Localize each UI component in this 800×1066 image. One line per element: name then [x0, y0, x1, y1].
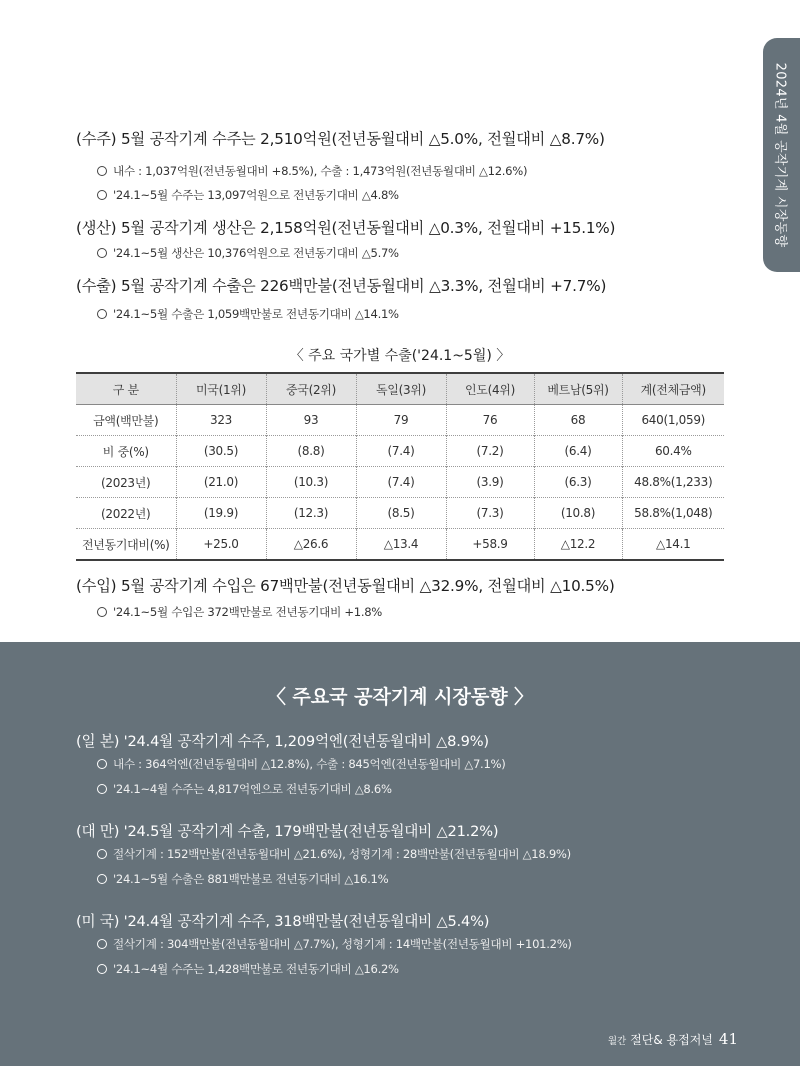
table-cell: (6.3): [534, 467, 622, 498]
table-cell: (7.3): [446, 498, 534, 529]
table-cell: 76: [446, 405, 534, 436]
circle-bullet-icon: [97, 607, 107, 617]
table-row: [76, 405, 724, 436]
bullet-production-1: '24.1~5월 생산은 10,376억원으로 전년동기대비 △5.7%: [97, 245, 399, 261]
section-head-import: (수입) 5월 공작기계 수입은 67백만불(전년동월대비 △32.9%, 전월대비 △10.5%): [76, 577, 615, 595]
market-bullet-japan-1: 내수 : 364억엔(전년동월대비 △12.8%), 수출 : 845억엔(전년동월대비 △7.1%): [97, 756, 505, 772]
circle-bullet-icon: [97, 939, 107, 949]
table-row: [76, 529, 724, 561]
table-cell: (30.5): [176, 436, 266, 467]
circle-bullet-icon: [97, 309, 107, 319]
bullet-export-1: '24.1~5월 수출은 1,059백만불로 전년동기대비 △14.1%: [97, 306, 399, 322]
table-header: 구 분: [76, 373, 176, 405]
circle-bullet-icon: [97, 248, 107, 258]
bullet-orders-1: 내수 : 1,037억원(전년동월대비 +8.5%), 수출 : 1,473억원(전년동월대비 △12.6%): [97, 163, 527, 179]
market-trend-panel: [0, 642, 800, 1066]
table-cell: 48.8%(1,233): [622, 467, 724, 498]
section-head-orders: (수주) 5월 공작기계 수주는 2,510억원(전년동월대비 △5.0%, 전월대비 △8.7%): [76, 130, 605, 148]
footer-journal-name: 절단& 용접저널: [630, 1033, 713, 1047]
table-cell: 58.8%(1,048): [622, 498, 724, 529]
table-header: 독일(3위): [356, 373, 446, 405]
table-title: 〈 주요 국가별 수출('24.1~5월) 〉: [289, 348, 511, 364]
table-cell: 79: [356, 405, 446, 436]
table-row: [76, 436, 724, 467]
table-cell: △12.2: [534, 529, 622, 561]
table-header-row: [76, 373, 724, 405]
table-cell: (12.3): [266, 498, 356, 529]
footer-label-small: 월간: [607, 1036, 627, 1047]
table-cell: 323: [176, 405, 266, 436]
market-bullet-usa-1: 절삭기계 : 304백만불(전년동월대비 △7.7%), 성형기계 : 14백만불(전년동월대비 +101.2%): [97, 936, 572, 952]
table-cell: 전년동기대비(%): [76, 529, 176, 561]
table-cell: +58.9: [446, 529, 534, 561]
table-cell: (21.0): [176, 467, 266, 498]
circle-bullet-icon: [97, 874, 107, 884]
market-bullet-taiwan-2: '24.1~5월 수출은 881백만불로 전년동기대비 △16.1%: [97, 871, 388, 887]
side-tab: [763, 38, 800, 272]
table-cell: 금액(백만불): [76, 405, 176, 436]
market-bullet-taiwan-1: 절삭기계 : 152백만불(전년동월대비 △21.6%), 성형기계 : 28백만불(전년동월대비 △18.9%): [97, 846, 571, 862]
table-cell: 비 중(%): [76, 436, 176, 467]
table-header: 미국(1위): [176, 373, 266, 405]
table-cell: (3.9): [446, 467, 534, 498]
section-head-export: (수출) 5월 공작기계 수출은 226백만불(전년동월대비 △3.3%, 전월대비 +7.7%): [76, 277, 607, 295]
table-cell: (7.4): [356, 436, 446, 467]
circle-bullet-icon: [97, 166, 107, 176]
table-cell: (19.9): [176, 498, 266, 529]
table-cell: (2022년): [76, 498, 176, 529]
market-head-usa: (미 국) '24.4월 공작기계 수주, 318백만불(전년동월대비 △5.4%): [76, 913, 490, 930]
circle-bullet-icon: [97, 759, 107, 769]
table-cell: △13.4: [356, 529, 446, 561]
table-header: 인도(4위): [446, 373, 534, 405]
circle-bullet-icon: [97, 190, 107, 200]
circle-bullet-icon: [97, 964, 107, 974]
table-cell: (7.2): [446, 436, 534, 467]
table-row: [76, 498, 724, 529]
table-cell: (8.5): [356, 498, 446, 529]
table-header: 계(전체금액): [622, 373, 724, 405]
table-cell: (10.8): [534, 498, 622, 529]
bullet-orders-2: '24.1~5월 수주는 13,097억원으로 전년동기대비 △4.8%: [97, 187, 399, 203]
page-number: 41: [718, 1030, 738, 1048]
table-cell: (2023년): [76, 467, 176, 498]
market-title: 〈 주요국 공작기계 시장동향 〉: [266, 686, 534, 708]
market-bullet-japan-2: '24.1~4월 수주는 4,817억엔으로 전년동기대비 △8.6%: [97, 781, 392, 797]
market-bullet-usa-2: '24.1~4월 수주는 1,428백만불로 전년동기대비 △16.2%: [97, 961, 399, 977]
table-cell: 68: [534, 405, 622, 436]
market-head-japan: (일 본) '24.4월 공작기계 수주, 1,209억엔(전년동월대비 △8.9%): [76, 733, 489, 750]
table-header: 베트남(5위): [534, 373, 622, 405]
table-header: 중국(2위): [266, 373, 356, 405]
table-cell: (6.4): [534, 436, 622, 467]
table-cell: △14.1: [622, 529, 724, 561]
table-cell: (7.4): [356, 467, 446, 498]
table-cell: (8.8): [266, 436, 356, 467]
table-cell: +25.0: [176, 529, 266, 561]
table-cell: (10.3): [266, 467, 356, 498]
page-footer: [608, 1030, 738, 1048]
table-cell: 640(1,059): [622, 405, 724, 436]
bullet-import-1: '24.1~5월 수입은 372백만불로 전년동기대비 +1.8%: [97, 604, 382, 620]
table-cell: 93: [266, 405, 356, 436]
circle-bullet-icon: [97, 784, 107, 794]
market-head-taiwan: (대 만) '24.5월 공작기계 수출, 179백만불(전년동월대비 △21.2%): [76, 823, 499, 840]
side-tab-label: 2024년 4월 공작기계 시장동향: [772, 62, 787, 248]
table-cell: 60.4%: [622, 436, 724, 467]
table-cell: △26.6: [266, 529, 356, 561]
export-table: [76, 372, 724, 561]
table-row: [76, 467, 724, 498]
circle-bullet-icon: [97, 849, 107, 859]
section-head-production: (생산) 5월 공작기계 생산은 2,158억원(전년동월대비 △0.3%, 전월대비 +15.1%): [76, 219, 616, 237]
